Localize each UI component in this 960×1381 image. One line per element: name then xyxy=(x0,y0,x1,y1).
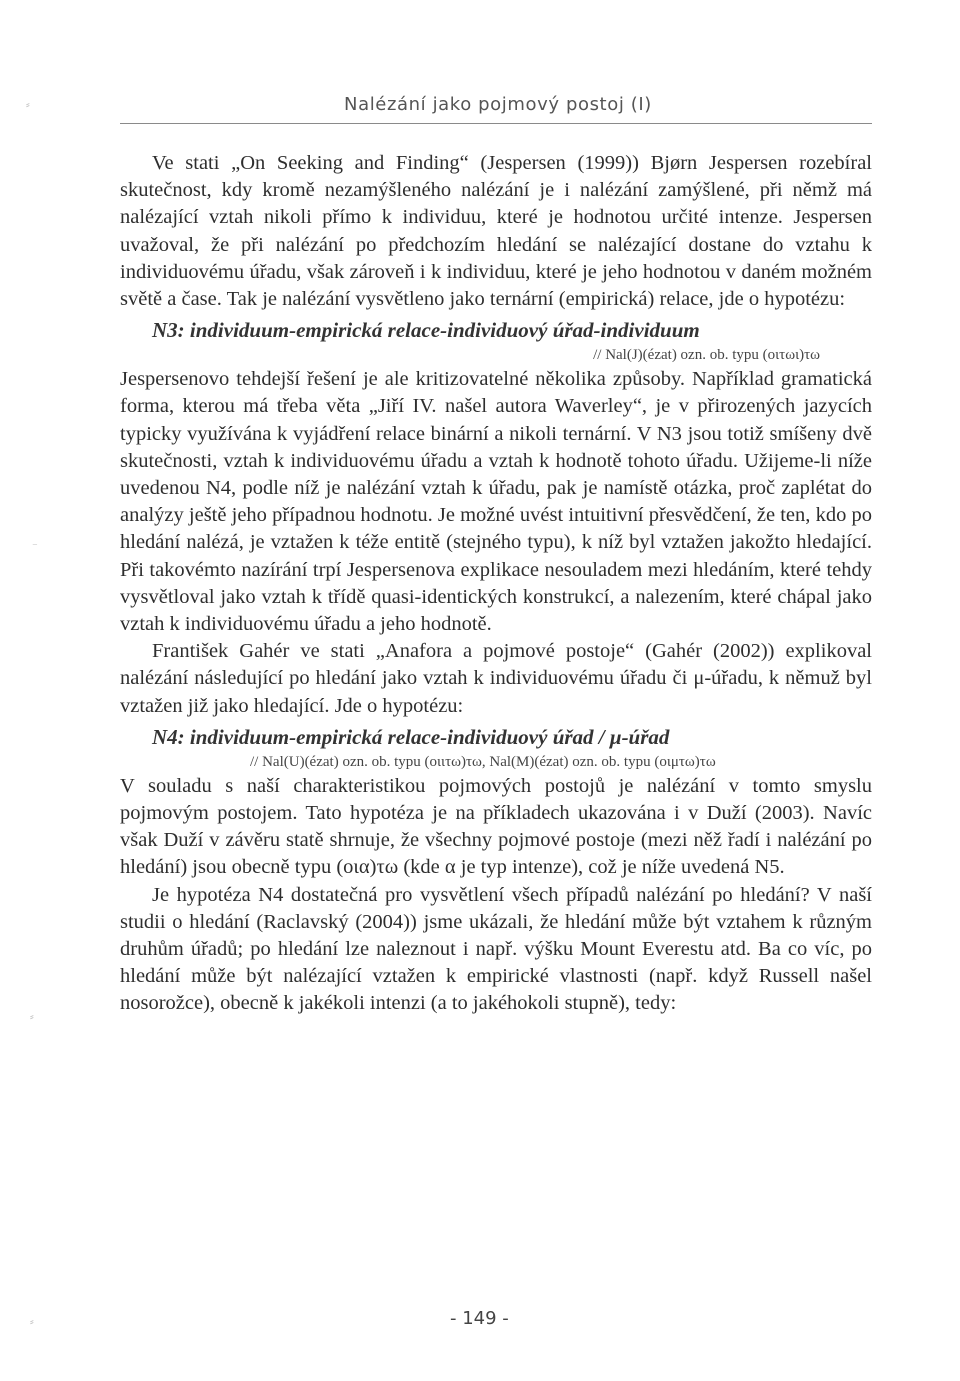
running-header: Nalézání jako pojmový postoj (I) xyxy=(344,94,652,115)
hypothesis-n4: N4: individuum-empirická relace-individuový úřad / μ-úřad xyxy=(152,724,670,749)
scan-speck: ⸗ xyxy=(30,1010,34,1023)
paragraph-3: František Gahér ve stati „Anafora a pojmové postoje“ (Gahér (2002)) explikoval nalézání následující po hledání jako vztah k individuovému úřadu či μ-úřadu, k němuž byl vztažen již jako hledající. Jde o hypotézu: xyxy=(120,640,872,717)
scan-speck: ⸗ xyxy=(26,98,30,111)
paragraph-4: V souladu s naší charakteristikou pojmových postojů je nalézání v tomto smyslu pojmovým postojem. Tato hypotéza je na příkladech ukazována i v Duží (2003). Navíc však Duží v závěru statě shrnuje, že všechny pojmové postoje (mezi něž řadí i nalézání po hledání) jsou obecně typu (οια)τω (kde α je typ intenze), což je níže uvedená N5. xyxy=(120,774,872,879)
page-number: - 149 - xyxy=(450,1308,509,1329)
hypothesis-n3: N3: individuum-empirická relace-individuový úřad-individuum xyxy=(152,318,700,343)
body-text xyxy=(120,150,872,1018)
scan-speck: ⁻ xyxy=(32,540,38,553)
paragraph-1: Ve stati „On Seeking and Finding“ (Jespersen (1999)) Bjørn Jespersen rozebíral skutečnost, kdy kromě nezamýšleného nalézání je i nalézání zamýšlené, při němž má nalézající vztah nikoli přímo k individuu, které je hodnotou určité intenze. Jespersen uvažoval, že při nalézání po předchozím hledání se nalézající dostane do vztahu k individuovému úřadu, však zároveň i k individuu, které je jeho hodnotou v daném možném světě a čase. Tak je nalézání vysvětleno jako ternární (empirická) relace, jde o hypotézu: xyxy=(120,152,872,311)
paragraph-5: Je hypotéza N4 dostatečná pro vysvětlení všech případů nalézání po hledání? V naší studii o hledání (Raclavský (2004)) jsme ukázali, že hledání může být vztahem k různým druhům úřadů; po hledání lze naleznout i např. výšku Mount Everestu atd. Ba co víc, po hledání může být nalézající vztažen k empirické vlastnosti (např. když Russell našel nosorožce), obecně k jakékoli intenzi (a to jakéhokoli stupně), tedy: xyxy=(120,883,872,1015)
hypothesis-n4-note: // Nal(U)(ézat) ozn. ob. typu (οιιτω)τω, Nal(M)(ézat) ozn. ob. typu (οιμτω)τω xyxy=(250,753,716,770)
paragraph-2: Jespersenovo tehdejší řešení je ale kritizovatelné několika způsoby. Například gramatická forma, kterou má třeba věta „Jiří IV. našel autora Waverley“, je v přirozených jazycích typicky využívána k vyjádření relace binární a nikoli ternární. V N3 jsou totiž smíšeny dvě skutečnosti, vztah k individuovému úřadu a vztah k hodnotě tohoto úřadu. Užijeme-li níže uvedenou N4, podle níž je nalézání vztah k úřadu, pak je namístě otázka, proč zaplétat do analýzy ještě jeho případnou hodnotu. Je možné uvést intuitivní přesvědčení, že ten, kdo po hledání nalézá, je vztažen k téže entitě (stejného typu), k níž byl vztažen jakožto hledající. Při takovémto nazírání trpí Jespersenova explikace nesouladem mezi hledáním, které tehdy vysvětloval jako vztah k třídě quasi-identických konstrukcí, a nalezením, které chápal jako vztah k individuovému úřadu a jeho hodnotě. xyxy=(120,368,872,636)
hypothesis-n3-note: // Nal(J)(ézat) ozn. ob. typu (οιτωι)τω xyxy=(593,347,820,364)
header-rule xyxy=(120,123,872,124)
scan-speck: ⸗ xyxy=(30,1315,34,1328)
